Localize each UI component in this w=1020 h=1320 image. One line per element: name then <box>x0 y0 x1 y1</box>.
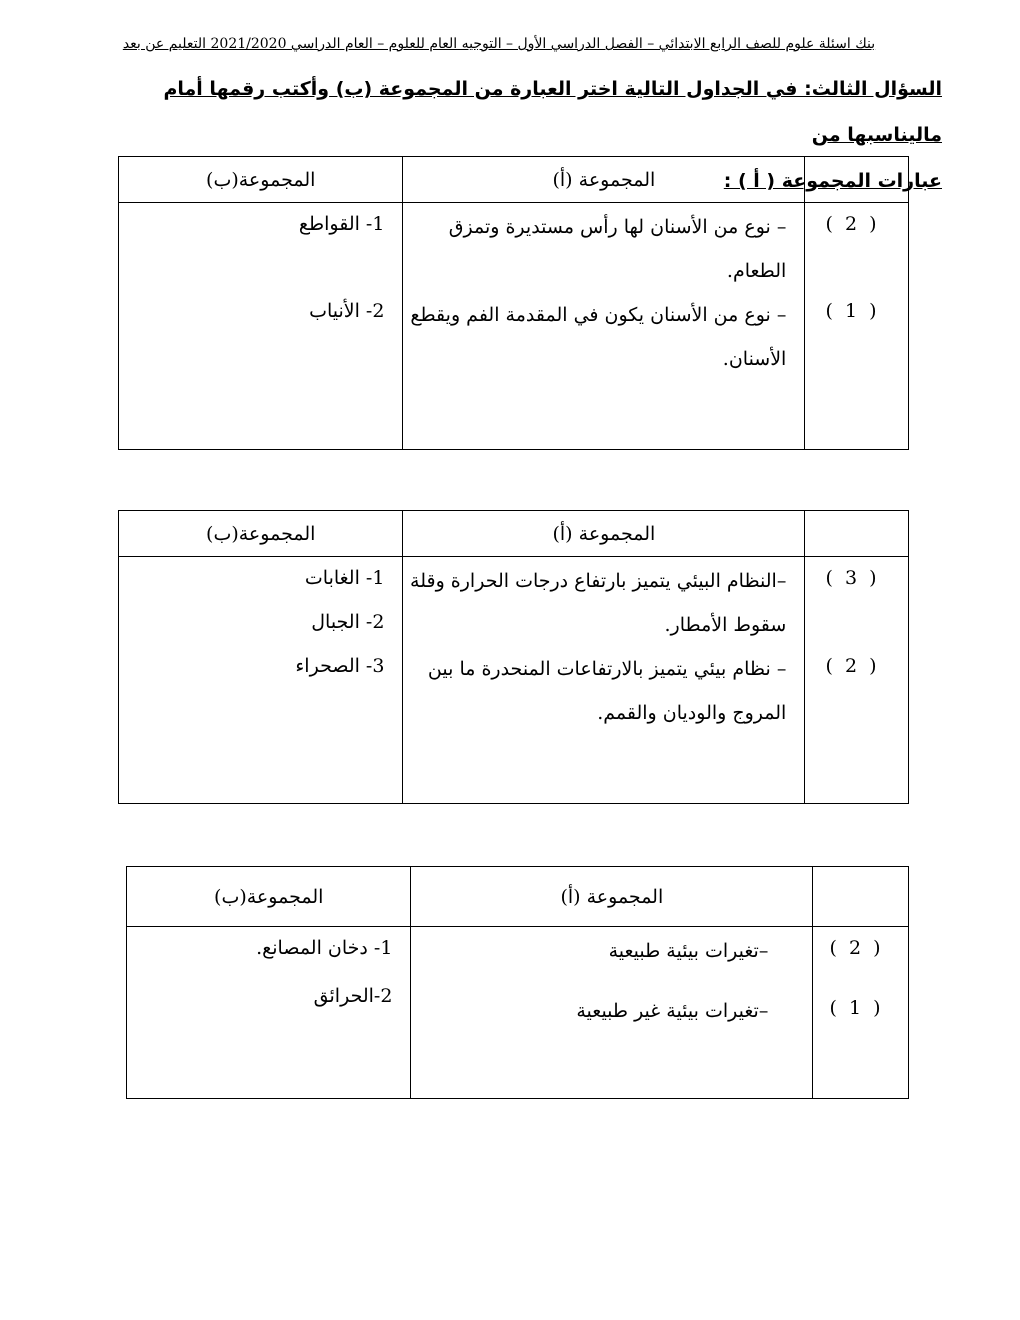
group-a-cell <box>403 203 805 450</box>
group-b-cell <box>127 927 411 1099</box>
group-a-header: المجموعة (أ) <box>411 867 813 927</box>
option-item: 1- دخان المصانع. <box>256 937 393 959</box>
matching-table-3 <box>126 866 909 1099</box>
question-line-2: عبارات المجموعة ( أ ) : <box>723 170 942 192</box>
statement-item: –النظام البيئي يتميز بارتفاع درجات الحرارة وقلة سقوط الأمطار. <box>410 570 787 636</box>
statement-item: – نظام بيئي يتميز بالارتفاعات المنحدرة ما بين المروج والوديان والقمم. <box>427 658 787 724</box>
statement-item: – نوع من الأسنان لها رأس مستديرة وتمزق الطعام. <box>448 216 787 282</box>
group-a-cell <box>403 557 805 804</box>
option-item: 2- الجبال <box>311 611 385 633</box>
question-line-1: السؤال الثالث: في الجداول التالية اختر العبارة من المجموعة (ب) وأكتب رقمها أمام ماليناسبها من <box>163 78 942 146</box>
group-a-header: المجموعة (أ) <box>403 157 805 203</box>
matching-table-1 <box>118 156 909 450</box>
matching-table-2 <box>118 510 909 804</box>
option-item: 3- الصحراء <box>295 655 385 677</box>
group-b-header: المجموعة(ب) <box>119 157 403 203</box>
option-item: 1- القواطع <box>298 213 385 235</box>
answer-value[interactable]: ( 3 ) <box>825 567 877 589</box>
group-b-cell <box>119 203 403 450</box>
answer-cell <box>813 927 909 1099</box>
answer-value[interactable]: ( 2 ) <box>829 937 881 959</box>
option-item: 1- الغابات <box>304 567 385 589</box>
statement-item: – نوع من الأسنان يكون في المقدمة الفم ويقطع الأسنان. <box>410 304 787 370</box>
group-b-header: المجموعة(ب) <box>127 867 411 927</box>
page-header: بنك اسئلة علوم للصف الرابع الابتدائي – الفصل الدراسي الأول – التوجيه العام للعلوم – العام الدراسي 2021/2020 التعليم عن بعد <box>122 36 876 52</box>
group-b-header: المجموعة(ب) <box>119 511 403 557</box>
group-b-cell <box>119 557 403 804</box>
answer-value[interactable]: ( 1 ) <box>825 300 877 322</box>
answer-value[interactable]: ( 2 ) <box>825 655 877 677</box>
answer-column-header <box>805 157 909 203</box>
answer-value[interactable]: ( 2 ) <box>825 213 877 235</box>
option-item: 2-الحرائق <box>313 985 393 1007</box>
statement-item: –تغيرات بيئية طبيعية <box>608 940 769 962</box>
statement-item: –تغيرات بيئية غير طبيعية <box>576 1000 769 1022</box>
answer-cell <box>805 203 909 450</box>
answer-cell <box>805 557 909 804</box>
group-a-cell <box>411 927 813 1099</box>
answer-column-header <box>805 511 909 557</box>
option-item: 2- الأنياب <box>309 300 385 322</box>
answer-column-header <box>813 867 909 927</box>
group-a-header: المجموعة (أ) <box>403 511 805 557</box>
answer-value[interactable]: ( 1 ) <box>829 997 881 1019</box>
